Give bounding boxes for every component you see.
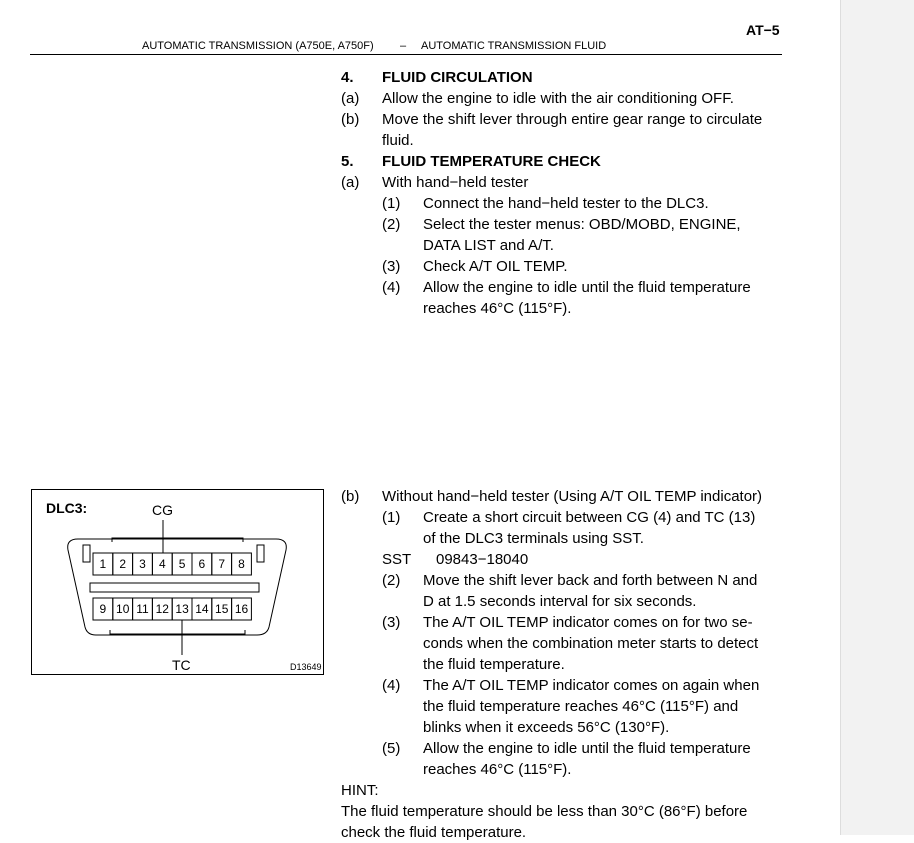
substep-marker: (5) [382,740,401,757]
bottom-pin-row [93,598,251,620]
hint-text: The fluid temperature should be less than 30°C (86°F) before [341,803,748,820]
pin-number: 14 [195,602,209,616]
substep-text: The A/T OIL TEMP indicator comes on for two se- [423,614,753,631]
figure-id: D13649 [290,662,322,672]
pin-number: 8 [238,557,245,571]
substep-text: Select the tester menus: OBD/MOBD, ENGINE, [423,216,741,233]
right-clip [257,545,264,562]
step-marker: (a) [341,174,360,191]
pin-number: 7 [218,557,226,571]
step-text: Without hand−held tester (Using A/T OIL TEMP indicator) [382,488,763,505]
section-title: FLUID TEMPERATURE CHECK [382,153,601,170]
substep-text: Move the shift lever back and forth between N and [423,572,758,589]
substep-marker: (4) [382,677,401,694]
pin-number: 9 [99,602,107,616]
pin-number: 2 [119,557,127,571]
substep-text: of the DLC3 terminals using SST. [423,530,644,547]
section-title: FLUID CIRCULATION [382,69,533,86]
step-text: fluid. [382,132,414,149]
substep-text: the fluid temperature. [423,656,565,673]
hint-text: check the fluid temperature. [341,824,527,841]
pin-number: 16 [234,602,249,616]
figure-title: DLC3: [46,500,88,516]
pin-number: 5 [178,557,186,571]
pin-number: 3 [139,557,146,571]
step-marker: (a) [341,90,360,107]
pin-number: 11 [136,602,149,616]
substep-marker: (1) [382,509,401,526]
substep-text: conds when the combination meter starts to detect [423,635,759,652]
substep-marker: (3) [382,614,401,631]
cg-label: CG [152,502,173,518]
dlc3-figure [31,489,324,675]
substep-text: The A/T OIL TEMP indicator comes on again when [423,677,760,694]
substep-marker: (3) [382,258,401,275]
viewer-side-panel [840,0,914,835]
pin-number: 15 [215,602,229,616]
header-separator: – [400,40,407,52]
section-number: 5. [341,153,354,170]
substep-text: Connect the hand−held tester to the DLC3. [423,195,709,212]
substep-text: reaches 46°C (115°F). [423,300,572,317]
step-text: Move the shift lever through entire gear range to circulate [382,111,763,128]
header-title-right: AUTOMATIC TRANSMISSION FLUID [421,40,607,52]
header-rule [30,54,782,55]
pin-number: 4 [158,557,166,571]
substep-text: Check A/T OIL TEMP. [423,258,568,275]
page-number: AT−5 [746,22,780,38]
substep-text: D at 1.5 seconds interval for six seconds. [423,593,697,610]
bottom-key [110,630,245,634]
substep-text: the fluid temperature reaches 46°C (115°F) and [423,698,739,715]
sst-label: SST [382,551,412,568]
top-pin-row [93,553,251,575]
pin-number: 13 [175,602,189,616]
tc-label: TC [172,657,191,673]
hint-label: HINT: [341,782,379,799]
left-clip [83,545,90,562]
sst-number: 09843−18040 [436,551,529,568]
pin-number: 6 [198,557,206,571]
header-title-left: AUTOMATIC TRANSMISSION (A750E, A750F) [142,40,374,52]
substep-text: Allow the engine to idle until the fluid temperature [423,279,751,296]
substep-text: reaches 46°C (115°F). [423,761,572,778]
substep-marker: (2) [382,216,401,233]
pin-number: 12 [155,602,169,616]
pin-number: 1 [99,557,107,571]
section-number: 4. [341,69,354,86]
step-marker: (b) [341,488,360,505]
substep-text: Allow the engine to idle until the fluid temperature [423,740,751,757]
substep-marker: (2) [382,572,401,589]
substep-marker: (1) [382,195,401,212]
dlc3-connector-drawing [32,490,325,676]
pin-number: 10 [116,602,130,616]
divider-bar [90,583,259,592]
step-text: With hand−held tester [382,174,529,191]
substep-text: blinks when it exceeds 56°C (130°F). [423,719,670,736]
substep-text: Create a short circuit between CG (4) and TC (13) [423,509,756,526]
step-marker: (b) [341,111,360,128]
substep-marker: (4) [382,279,401,296]
substep-text: DATA LIST and A/T. [423,237,554,254]
step-text: Allow the engine to idle with the air conditioning OFF. [382,90,734,107]
